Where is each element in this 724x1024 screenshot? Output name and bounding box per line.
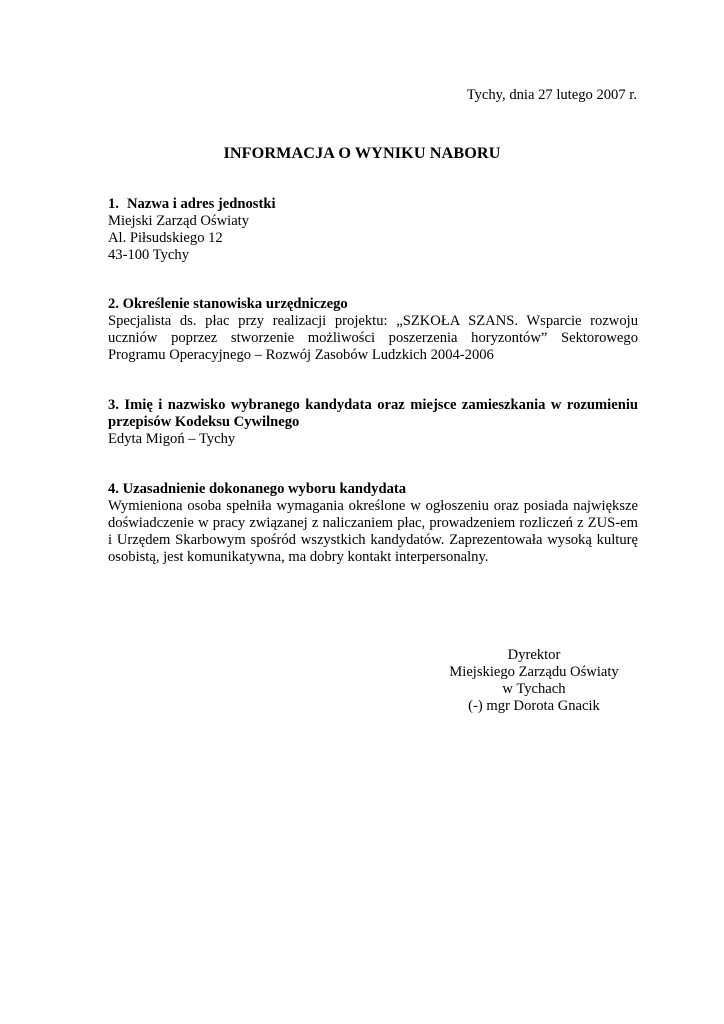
section-1-number: 1. <box>108 196 119 212</box>
section-4-heading: 4. Uzasadnienie dokonanego wyboru kandydata <box>108 481 407 497</box>
justification-line-2: doświadczenie w pracy związanej z naliczaniem płac, prowadzeniem rozliczeń z ZUS-em <box>108 515 638 531</box>
section-candidate <box>108 397 638 448</box>
section-3-heading-line-1: 3. Imię i nazwisko wybranego kandydata oraz miejsce zamieszkania w rozumieniu <box>108 397 638 413</box>
position-text-line-1: Specjalista ds. płac przy realizacji projektu: „SZKOŁA SZANS. Wsparcie rozwoju <box>108 313 638 329</box>
signature-name: (-) mgr Dorota Gnacik <box>468 698 600 714</box>
date-line: Tychy, dnia 27 lutego 2007 r. <box>466 87 637 103</box>
signature-block <box>434 647 634 715</box>
signature-institution: Miejskiego Zarządu Oświaty <box>449 664 619 680</box>
section-position <box>108 296 638 364</box>
document-title: INFORMACJA O WYNIKU NABORU <box>223 144 501 162</box>
justification-line-3: i Urzędem Skarbowym spośród wszystkich kandydatów. Zaprezentowała wysoką kulturę <box>108 532 638 548</box>
section-unit-name-address <box>108 196 638 264</box>
position-text-line-3: Programu Operacyjnego – Rozwój Zasobów Ludzkich 2004-2006 <box>108 347 494 363</box>
section-1-heading-text: Nazwa i adres jednostki <box>127 196 276 212</box>
position-text-line-2: uczniów poprzez stworzenie możliwości poszerzenia horyzontów” Sektorowego <box>108 330 638 346</box>
justification-line-1: Wymieniona osoba spełniła wymagania określone w ogłoszeniu oraz posiada największe <box>108 498 638 514</box>
unit-city: 43-100 Tychy <box>108 247 189 263</box>
candidate-name-residence: Edyta Migoń – Tychy <box>108 431 236 447</box>
unit-name: Miejski Zarząd Oświaty <box>108 213 250 229</box>
justification-line-4: osobistą, jest komunikatywna, ma dobry kontakt interpersonalny. <box>108 549 489 565</box>
section-3-heading-line-2: przepisów Kodeksu Cywilnego <box>108 414 300 430</box>
signature-location: w Tychach <box>502 681 566 697</box>
section-1-heading <box>108 196 638 213</box>
section-2-heading: 2. Określenie stanowiska urzędniczego <box>108 296 348 312</box>
signature-title: Dyrektor <box>507 647 561 663</box>
section-justification <box>108 481 638 566</box>
unit-street: Al. Piłsudskiego 12 <box>108 230 223 246</box>
